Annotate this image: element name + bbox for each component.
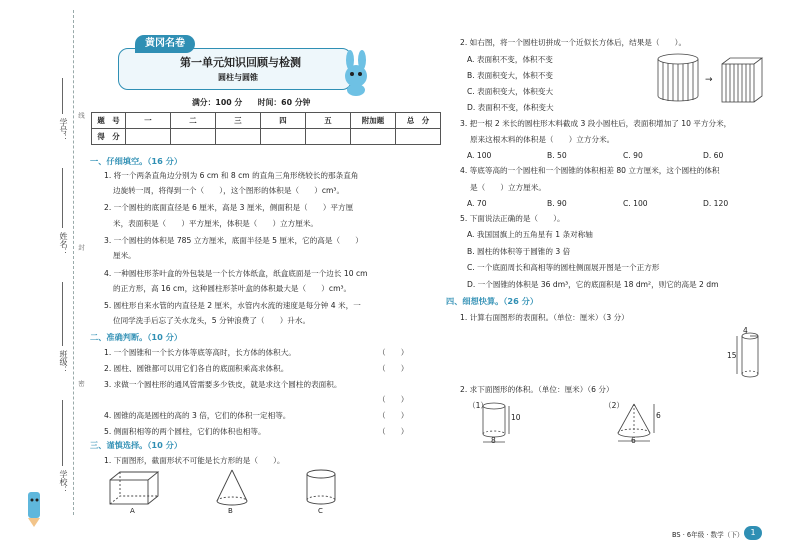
judge-q5: 5. 侧面积相等的两个圆柱，它们的体积也相等。 <box>104 427 266 436</box>
fill-q4-line2: 的正方形，高 16 cm，这种圆柱形茶叶盒的体积最大是（ ）cm³。 <box>113 284 352 293</box>
page-subtitle: 圆柱与圆锥 <box>218 73 258 82</box>
title-box <box>118 48 352 90</box>
section-calc-title: 四、细想快算。（26 分） <box>446 296 539 306</box>
score-info: 满分：100 分 时间：60 分钟 <box>192 98 311 107</box>
score-input-cell[interactable] <box>351 129 396 145</box>
cut-cylinder-figure <box>655 52 701 104</box>
calc-fig1-label: （1） <box>468 401 489 410</box>
cut-mark-seal: 封 <box>77 244 85 251</box>
name-label: 姓名： <box>59 232 68 256</box>
bunny-mascot-icon <box>338 50 374 98</box>
fill-q5-line2: 位同学洗手后忘了关水龙头，5 分钟浪费了（ ）升水。 <box>113 316 311 325</box>
transform-arrow: → <box>705 75 713 85</box>
judge-q1: 1. 一个圆锥和一个长方体等底等高时，长方体的体积大。 <box>104 348 296 357</box>
choose-q4-line1: 4. 等底等高的一个圆柱和一个圆锥的体积相差 80 立方厘米，这个圆柱的体积 <box>460 166 720 175</box>
cut-mark-line: 线 <box>77 112 85 119</box>
calc-fig2-height: 6 <box>656 411 661 420</box>
page-number: 1 <box>744 526 762 540</box>
score-input-cell[interactable] <box>216 129 261 145</box>
choose-q2-option-b[interactable]: B. 表面积变大，体积不变 <box>467 71 553 80</box>
cut-cuboid-figure <box>720 56 764 104</box>
choose-q5-option-a[interactable]: A. 我国国旗上的五角星有 1 条对称轴 <box>467 230 593 239</box>
fill-q3-line2: 厘米。 <box>113 251 136 260</box>
choose-q2-option-d[interactable]: D. 表面积不变，体积变大 <box>467 103 554 112</box>
score-header-cell: 总 分 <box>396 113 441 129</box>
fill-q5-line1: 5. 圆柱形自来水管的内直径是 2 厘米，水管内水流的速度是每分钟 4 米，一 <box>104 301 361 310</box>
cylinder-figure <box>304 468 338 508</box>
score-input-cell[interactable] <box>126 129 171 145</box>
cut-mark-secret: 密 <box>77 380 85 387</box>
judge-q1-paren[interactable]: （ ） <box>378 348 409 357</box>
cone-figure <box>214 468 250 508</box>
choose-q2-option-a[interactable]: A. 表面积不变，体积不变 <box>467 55 553 64</box>
choose-q4-option-d[interactable]: D. 120 <box>703 199 729 208</box>
choose-q3-option-c[interactable]: C. 90 <box>623 151 643 160</box>
score-input-cell[interactable] <box>396 129 441 145</box>
choose-q2-option-c[interactable]: C. 表面积变大，体积变大 <box>467 87 554 96</box>
choose-q1-option-a[interactable]: A <box>130 507 135 515</box>
calc-q1-height: 15 <box>727 351 737 360</box>
choose-q3-option-b[interactable]: B. 50 <box>547 151 567 160</box>
calc-fig2-diameter: 6 <box>631 436 636 445</box>
class-line <box>62 282 63 346</box>
choose-q5-option-b[interactable]: B. 圆柱的体积等于圆锥的 3 倍 <box>467 247 571 256</box>
brand-badge: 黄冈名卷 <box>135 35 195 53</box>
judge-q4: 4. 圆锥的高是圆柱的高的 3 倍，它们的体积一定相等。 <box>104 411 291 420</box>
choose-q3-line2: 原来这根木料的体积是（ ）立方分米。 <box>470 135 615 144</box>
score-row-label: 得 分 <box>92 129 126 145</box>
judge-q5-paren[interactable]: （ ） <box>378 427 409 436</box>
school-label: 学校： <box>59 470 68 494</box>
choose-q1-option-c[interactable]: C <box>318 507 323 515</box>
choose-q5-option-c[interactable]: C. 一个底面周长和高相等的圆柱侧面展开图是一个正方形 <box>467 263 660 272</box>
calc-q2: 2. 求下面图形的体积。（单位：厘米）（6 分） <box>460 385 614 394</box>
score-input-cell[interactable] <box>171 129 216 145</box>
fill-q1-line2: 边旋转一周，将得到一个（ ），这个图形的体积是（ ）cm³。 <box>113 186 345 195</box>
footer-grade-subject: BS · 6年级 · 数学（下） <box>672 531 744 539</box>
score-header-cell: 附加题 <box>351 113 396 129</box>
choose-q1-option-b[interactable]: B <box>228 507 233 515</box>
choose-q3-option-d[interactable]: D. 60 <box>703 151 724 160</box>
judge-q4-paren[interactable]: （ ） <box>378 411 409 420</box>
calc-q1-radius: 4 <box>743 326 748 335</box>
judge-q2: 2. 圆柱、圆锥都可以用它们各自的底面积乘高求体积。 <box>104 364 289 373</box>
fill-q1-line1: 1. 将一个两条直角边分别为 6 cm 和 8 cm 的直角三角形绕较长的那条直角 <box>104 171 359 180</box>
fill-q2-line1: 2. 一个圆柱的底面直径是 6 厘米，高是 3 厘米，侧面积是（ ）平方厘 <box>104 203 354 212</box>
section-choose-title: 三、谨慎选择。（10 分） <box>90 440 183 450</box>
cuboid-figure <box>108 470 160 506</box>
choose-q4-option-a[interactable]: A. 70 <box>467 199 487 208</box>
judge-q3: 3. 求做一个圆柱形的通风管需要多少铁皮，就是求这个圆柱的表面积。 <box>104 380 342 389</box>
page-title: 第一单元知识回顾与检测 <box>180 56 301 69</box>
choose-q3-line1: 3. 把一根 2 米长的圆柱形木料截成 3 段小圆柱后，表面积增加了 10 平方分米， <box>460 119 732 128</box>
fill-q3-line1: 3. 一个圆柱的体积是 785 立方厘米，底面半径是 5 厘米，它的高是（ ） <box>104 236 363 245</box>
score-header-cell: 题 号 <box>92 113 126 129</box>
section-fill-title: 一、仔细填空。（16 分） <box>90 156 183 166</box>
fill-q2-line2: 米，表面积是（ ）平方厘米，体积是（ ）立方厘米。 <box>113 219 319 228</box>
choose-q5-option-d[interactable]: D. 一个圆锥的体积是 36 dm³，它的底面积是 18 dm²，则它的高是 2 dm <box>467 280 719 289</box>
judge-q2-paren[interactable]: （ ） <box>378 364 409 373</box>
choose-q4-option-c[interactable]: C. 100 <box>623 199 648 208</box>
score-header-cell: 二 <box>171 113 216 129</box>
score-header-cell: 五 <box>306 113 351 129</box>
choose-q4-option-b[interactable]: B. 90 <box>547 199 567 208</box>
score-input-cell[interactable] <box>306 129 351 145</box>
volume-cone-figure <box>614 400 664 448</box>
score-header-cell: 三 <box>216 113 261 129</box>
judge-q3-paren[interactable]: （ ） <box>378 395 409 404</box>
volume-cylinder-figure <box>478 400 520 448</box>
binding-dashed-line <box>73 10 74 515</box>
name-line <box>62 168 63 228</box>
score-table <box>91 112 441 145</box>
calc-q1: 1. 计算右面图形的表面积。（单位：厘米）（3 分） <box>460 313 629 322</box>
calc-fig1-diameter: 8 <box>491 436 496 445</box>
section-judge-title: 二、准确判断。（10 分） <box>90 332 183 342</box>
choose-q4-line2: 是（ ）立方厘米。 <box>470 183 546 192</box>
score-input-cell[interactable] <box>261 129 306 145</box>
calc-fig1-height: 10 <box>511 413 521 422</box>
choose-q2: 2. 如右图，将一个圆柱切拼成一个近似长方体后，结果是（ ）。 <box>460 38 687 47</box>
score-header-cell: 四 <box>261 113 306 129</box>
calc-fig2-label: （2） <box>604 401 625 410</box>
student-number-line <box>62 78 63 114</box>
choose-q3-option-a[interactable]: A. 100 <box>467 151 492 160</box>
choose-q5: 5. 下面说法正确的是（ ）。 <box>460 214 565 223</box>
student-number-label: 学号： <box>59 118 68 142</box>
pencil-mascot-icon <box>20 488 50 528</box>
fill-q4-line1: 4. 一种圆柱形茶叶盒的外包装是一个长方体纸盒，纸盒底面是一个边长 10 cm <box>104 269 368 278</box>
score-header-cell: 一 <box>126 113 171 129</box>
choose-q1: 1. 下面图形，截面形状不可能是长方形的是（ ）。 <box>104 456 285 465</box>
school-line <box>62 400 63 466</box>
class-label: 班级： <box>59 350 68 374</box>
